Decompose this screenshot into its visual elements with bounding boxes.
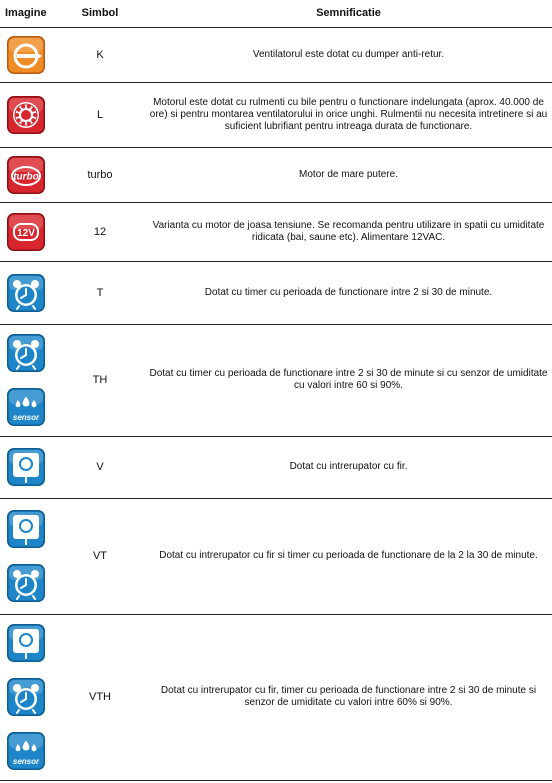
table-row [0,614,552,780]
row-icons [0,324,55,436]
pull-cord-switch-icon [6,509,46,549]
timer-icon [6,563,46,603]
row-symbol: TH [55,324,145,436]
table-row [0,82,552,147]
row-symbol: turbo [55,147,145,202]
anti-return-damper-icon [6,35,46,75]
header-meaning: Semnificatie [316,7,381,20]
row-icons [0,147,55,202]
row-meaning: Motor de mare putere. [145,147,552,202]
row-meaning: Ventilatorul este dotat cu dumper anti-retur. [145,27,552,82]
header-symbol: Simbol [81,7,119,20]
row-symbol: VTH [55,614,145,780]
row-meaning: Dotat cu intrerupator cu fir, timer cu perioada de functionare intre 2 si 30 de minute si senzor de umiditate cu valori intre 60% si 90%. [145,614,552,780]
table-row [0,324,552,436]
table-row [0,27,552,82]
timer-icon [6,677,46,717]
table-row [0,498,552,614]
row-symbol: K [55,27,145,82]
row-meaning: Motorul este dotat cu rulmenti cu bile pentru o functionare indelungata (aprox. 40.000 de ore) si pentru montarea ventilatorului in orice unghi. Rulmentii nu necesita intretinere si au suficient lubrifiant pentru intreaga durata de functionare. [145,82,552,147]
row-symbol: T [55,261,145,324]
pull-cord-switch-icon [6,623,46,663]
row-icons [0,436,55,498]
ball-bearing-icon [6,95,46,135]
turbo-icon [6,155,46,195]
humidity-sensor-icon [6,387,46,427]
table-row [0,261,552,324]
row-meaning: Dotat cu intrerupator cu fir. [145,436,552,498]
svg-text:turbo: turbo [13,171,39,182]
timer-icon [6,273,46,313]
row-meaning: Dotat cu timer cu perioada de functionare intre 2 si 30 de minute. [145,261,552,324]
row-icons [0,82,55,147]
row-icons [0,27,55,82]
row-icons [0,614,55,780]
row-symbol: L [55,82,145,147]
row-icons [0,261,55,324]
table-row [0,147,552,202]
row-icons [0,498,55,614]
svg-text:sensor: sensor [12,757,40,766]
timer-icon [6,333,46,373]
header-image: Imagine [5,7,47,20]
row-icons [0,202,55,261]
row-symbol: 12 [55,202,145,261]
row-symbol: V [55,436,145,498]
row-meaning: Dotat cu timer cu perioada de functionare intre 2 si 30 de minute si cu senzor de umiditate cu valori intre 60 si 90%. [145,324,552,436]
table-row [0,436,552,498]
table-row [0,202,552,261]
row-meaning: Varianta cu motor de joasa tensiune. Se recomanda pentru utilizare in spatii cu umiditate ridicata (bai, saune etc). Alimentare 12VAC. [145,202,552,261]
12v-icon [6,212,46,252]
humidity-sensor-icon [6,731,46,771]
row-meaning: Dotat cu intrerupator cu fir si timer cu perioada de functionare de la 2 la 30 de minute. [145,498,552,614]
row-symbol: VT [55,498,145,614]
svg-text:sensor: sensor [12,413,40,422]
svg-text:12V: 12V [17,227,35,239]
table-header-row [0,0,552,27]
pull-cord-switch-icon [6,447,46,487]
